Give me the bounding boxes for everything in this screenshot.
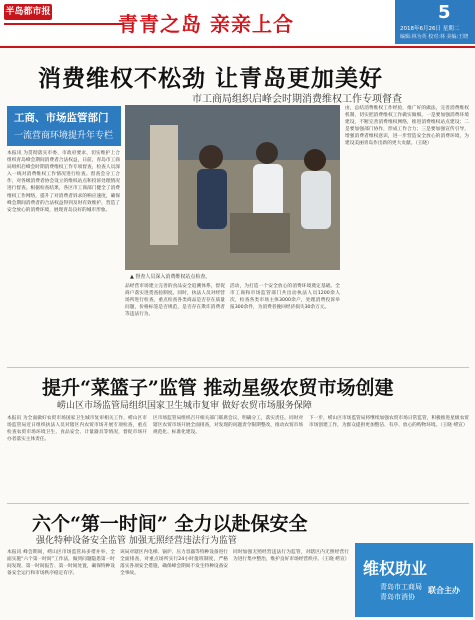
ad-banner[interactable]: [355, 543, 473, 617]
issue-date: 2018年6月26日 星期二: [400, 26, 460, 32]
header-slogan: 青青之岛 亲亲上合: [118, 12, 294, 36]
story3-col1: 本报讯 峰会期间，崂山区市场监管局多措并举，全面实施“六个第一时间”工作法，做到问题隐患第一时间发现、第一时间报告、第一时间处置，确保特种设备安全运行和市场秩序稳定有序。: [7, 550, 115, 577]
header-accent-line: [4, 23, 124, 25]
news-photo: [125, 105, 340, 270]
main-story-col1: 本报讯 为贯彻落实市委、市政府要求，切实维护上合组织青岛峰会期间消费者合法权益，日前，青岛市工商局组织启峰会时期消费维权工作专项督查，检查人员深入一线对消费维权工作情况进行检查。督查会分工合作，对各级消费者协会设立的维权站点和投诉处理情况进行督查。根据检查结果，各区市工商部门健全了消费维权工作网络，提升了对消费者诉求的响应速度，确保峰会期间消费者的合法权益得到及时有效维护，营造了安全放心的消费环境，展现青岛良好的城市形象。: [7, 151, 120, 213]
section-divider-1: [7, 367, 469, 368]
story3-subhead: 强化特种设备安全监管 加强无照经营违法行为监管: [36, 536, 237, 546]
ad-title: 维权助业: [363, 559, 428, 578]
main-story-col2: 品经营市场建立完善的食品安全追溯体系，督促商户落实进货查验制度。同时，执法人员对经营场所进行检查，重点检查各类商品是否存在质量问题，价格标签是否规范，是否存在欺诈消费者等违法行为。: [125, 284, 225, 318]
main-story-col3: 活动，为打造一个安全放心的消费环境奠定基础。全市工商和市场监管部门共出动执法人员1200余人次，检查各类市场主体3000余户，处理消费投诉举报300余件，为消费者挽回经济损失30余万元。: [230, 284, 340, 311]
story2-col1: 本报讯 为全面做好农贸市场国家卫生城市复审相关工作，崂山区市场监管局近日组织执法人员对辖区内农贸市场开展专项检查，重点检查农贸市场环境卫生、食品安全、计量器具等情况，督促市场开办者落实主体责任。: [7, 416, 147, 443]
ad-co-host: 联合主办: [428, 586, 460, 595]
column-tag-title: 工商、市场监管部门: [14, 112, 109, 124]
story3-col2: 该局对辖区内电梯、锅炉、压力容器等特种设备进行全面排查，对重点场所实行24小时值班制度，严格落实各项安全措施，确保峰会期间不发生特种设备安全事故。: [120, 550, 228, 577]
news-photo-illustration: [125, 105, 340, 270]
story3-headline[interactable]: 六个“第一时间” 全力以赴保安全: [32, 513, 308, 535]
section-divider-2: [7, 503, 469, 504]
main-story-col4: 由，总结消费维权工作经验，推广好的做法，完善消费维权机制，切实把消费维权工作做实做细。一是要加强消费环境建设，不断完善消费维权网络，推进消费维权站点建设；二是要加强部门协作，形成工作合力；三是要加强宣传引导，增强消费者维权意识，进一步营造安全放心的消费环境，为建设美丽青岛作出新的更大贡献。（王晓）: [345, 106, 469, 147]
main-headline[interactable]: 消费维权不松劲 让青岛更加美好: [38, 65, 384, 92]
header-divider: [0, 46, 475, 48]
story2-headline[interactable]: 提升“菜篮子”监管 推动星级农贸市场创建: [42, 377, 394, 399]
story2-col3: 下一步，崂山区市场监管局将继续加强农贸市场日常监管，积极推进星级农贸市场创建工作，为群众提供更加整洁、有序、放心的购物环境。（王晓 崂宣）: [309, 416, 469, 429]
column-tag-subtitle: 一流营商环境提升年专栏: [14, 131, 114, 141]
newspaper-logo: 半岛都市报: [4, 4, 52, 20]
ad-sponsor-2: 青岛市消协: [380, 593, 415, 601]
story3-col3: 同时加强无照经营违法行为监管，对辖区内无照经营行为进行集中整治，维护良好市场经营秩序。（王晓 崂宣）: [233, 550, 349, 563]
editor-credit: 编辑:林为英 校对:林 美编:王晓: [400, 34, 469, 40]
story2-col2: 区市场监管局组织召开相关部门联席会议，明确分工，落实责任。同时对辖区农贸市场开展全面排查，对发现的问题责令限期整改，推动农贸市场规范化、标准化建设。: [153, 416, 303, 436]
photo-caption: ▲ 督查人员深入消费维权站点检查。: [130, 274, 211, 280]
ad-sponsor-1: 青岛市工商局: [380, 583, 422, 591]
page-number: 5: [438, 2, 451, 23]
main-subhead: 市工商局组织启峰会时期消费维权工作专项督查: [192, 94, 402, 105]
story2-subhead: 崂山区市场监管局组织国家卫生城市复审 做好农贸市场服务保障: [57, 401, 312, 411]
